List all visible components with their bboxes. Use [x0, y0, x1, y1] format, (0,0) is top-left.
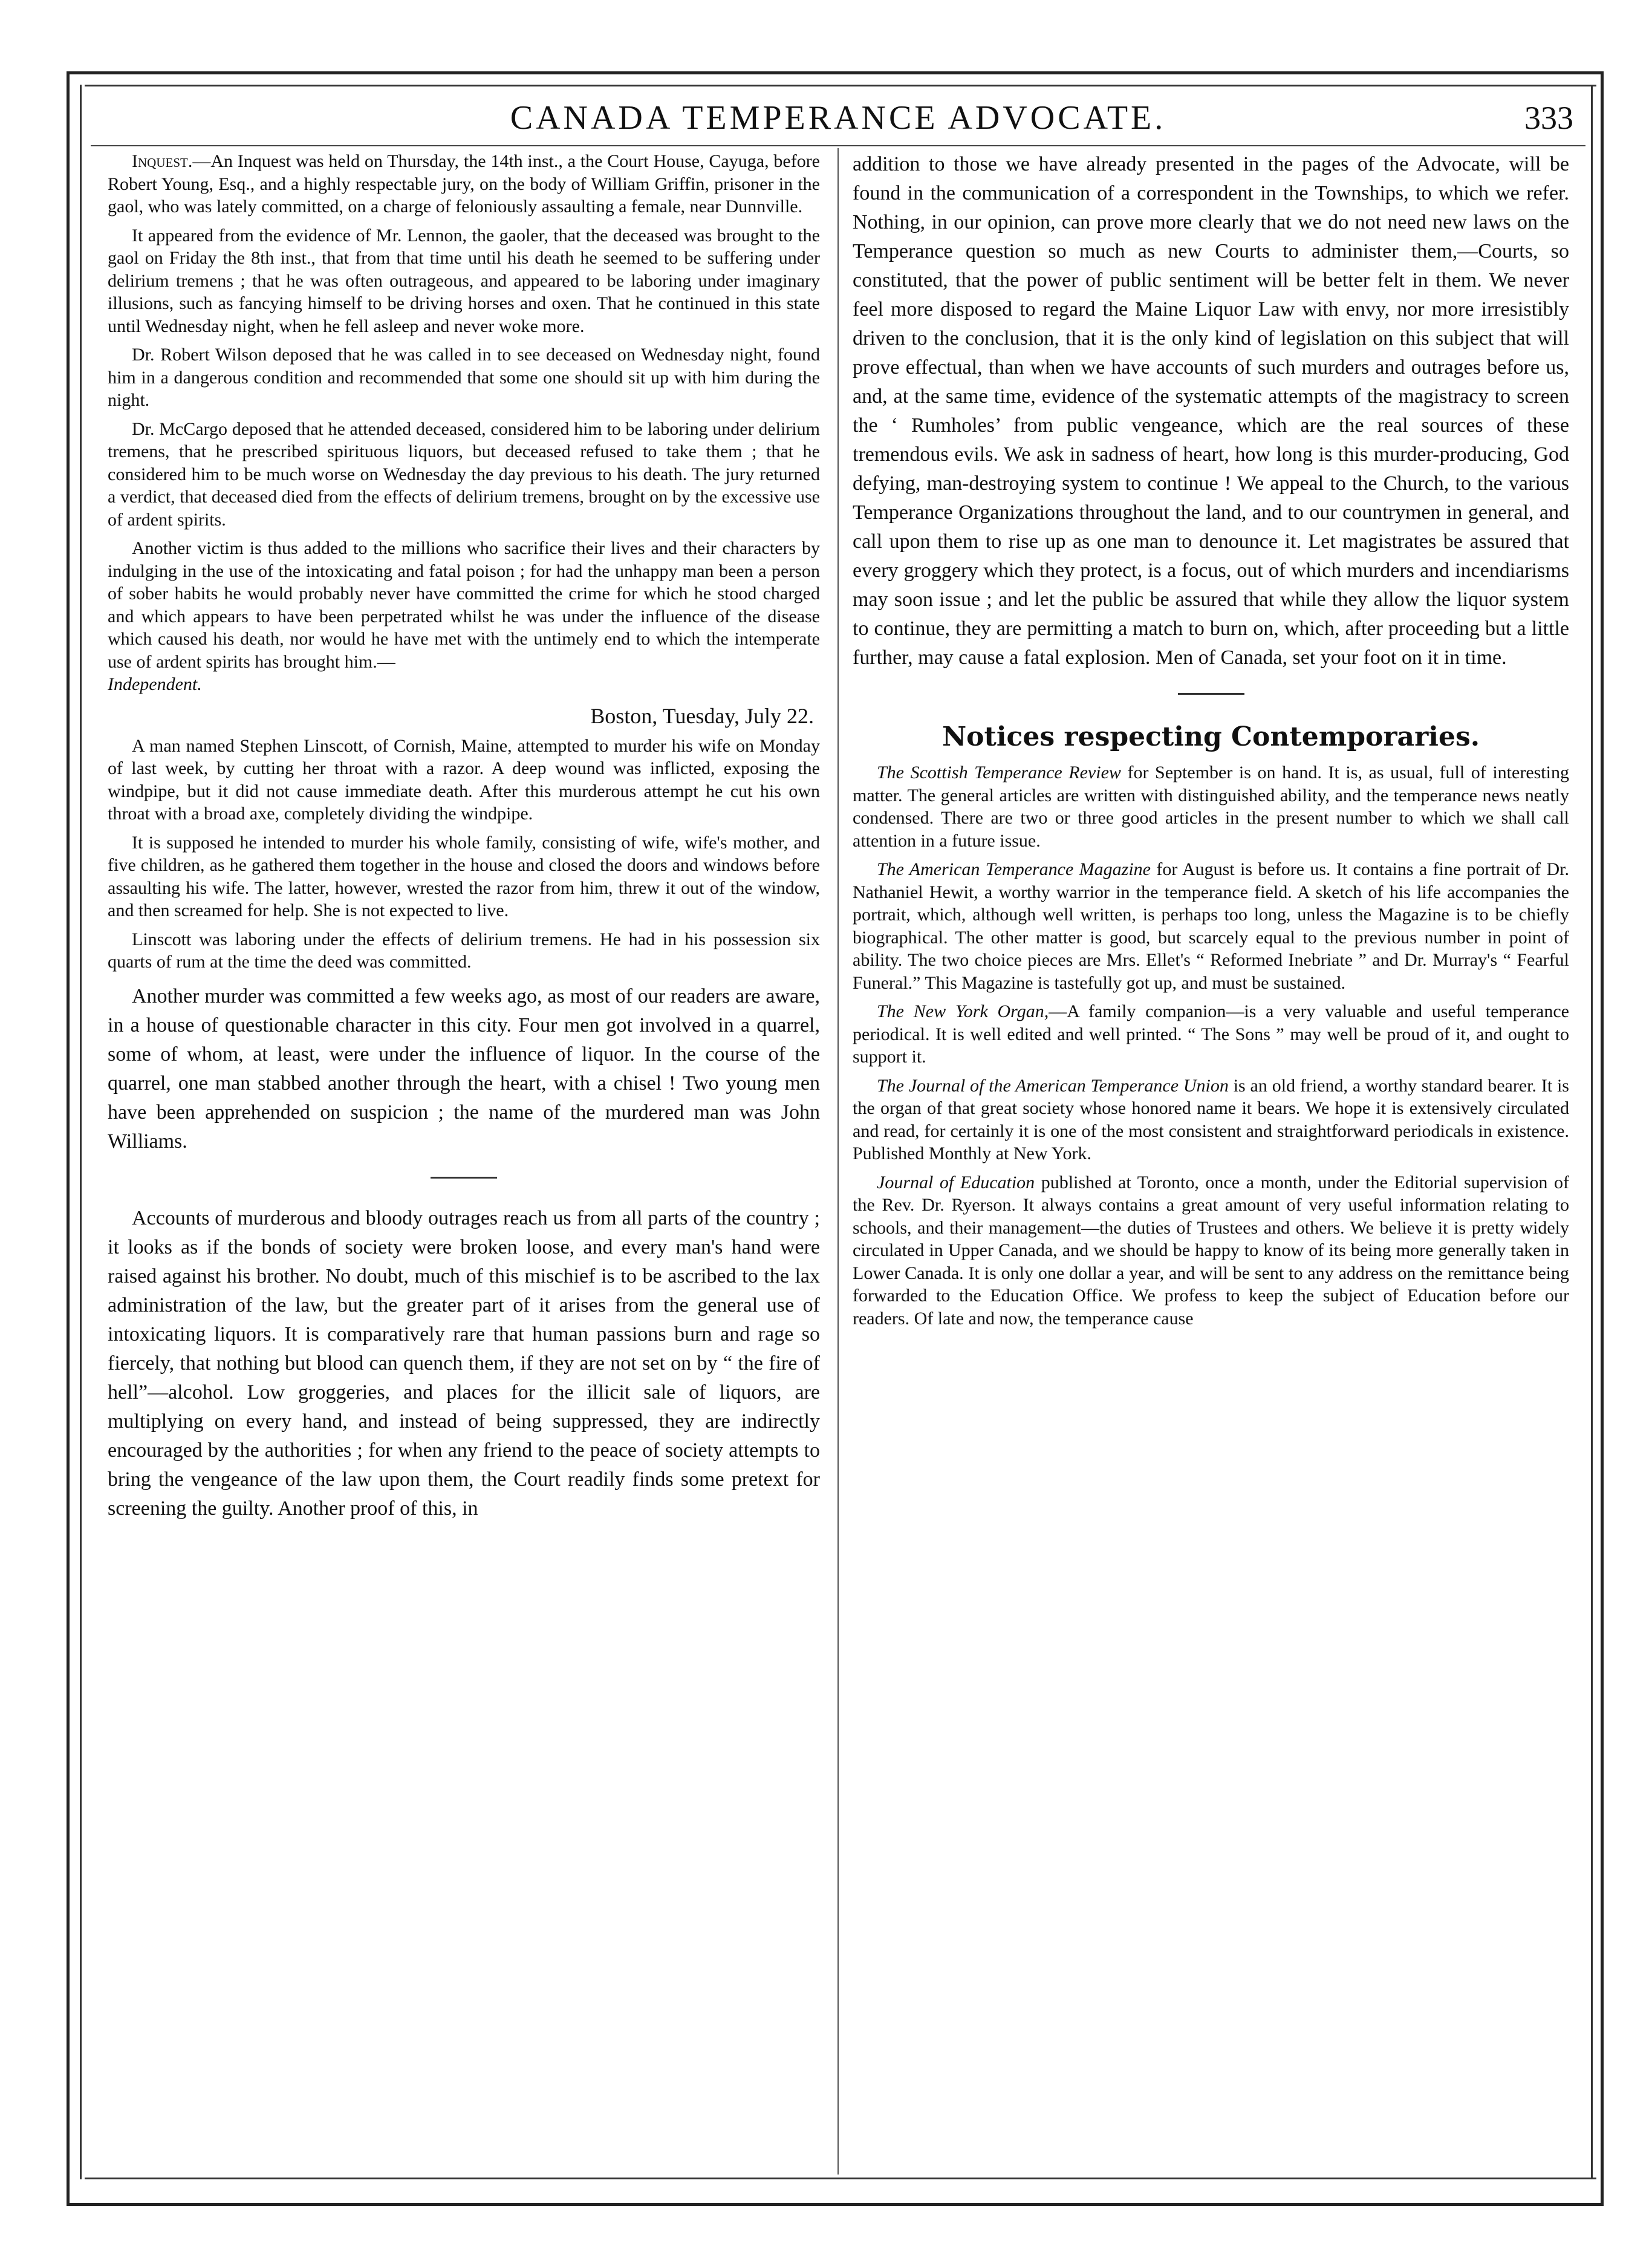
article-paragraph: Linscott was laboring under the effects of delirium tremens. He had in his possession six quarts of rum at the time the deed was committed. — [108, 929, 820, 972]
header-rule — [91, 145, 1585, 146]
article-paragraph: Dr. Robert Wilson deposed that he was called in to see deceased on Wednesday night, found him in a dangerous condition and recommended that some one should sit up with him during the night. — [108, 345, 820, 410]
article-paragraph: It appeared from the evidence of Mr. Lennon, the gaoler, that the deceased was brought to the gaol on Friday the 8th inst., that from that time until his death he seemed to be suffering under delirium tremens ; that he was often outrageous, and appeared to be laboring under imaginary illusions, such as fancying himself to be driving horses and oxen. That he continued in this state until Wednesday night, when he fell asleep and never woke more. — [108, 225, 820, 336]
boston-article — [108, 702, 820, 974]
masthead-title: CANADA TEMPERANCE ADVOCATE. — [510, 99, 1166, 137]
notice-item: Journal of Education published at Toronto, once a month, under the Editorial supervision of the Rev. Dr. Ryerson. It always contains a great amount of very useful information relating to schools, and their management—the duties of Trustees and others. We believe it is pretty widely circulated in Upper Canada, and we should be happy to know of its being more generally taken in Lower Canada. It is only one dollar a year, and will be sent to any address on the remittance being forwarded to the Education Office. We profess to keep the subject of Education before our readers. Of late and now, the temperance cause — [853, 1172, 1569, 1329]
article-paragraph: It is supposed he intended to murder his whole family, consisting of wife, wife's mother, and five children, as he gathered them together in the house and closed the doors and windows before assaulting his wife. The latter, however, wrested the razor from him, threw it out of the window, and then screamed for help. She is not expected to live. — [108, 832, 820, 920]
page-border-right-inner — [1591, 85, 1593, 2179]
periodical-title: The New York Organ, — [877, 1001, 1049, 1021]
periodical-title: The Scottish Temperance Review — [877, 763, 1121, 782]
page-border-top — [70, 71, 1602, 74]
page-number: 333 — [1524, 100, 1573, 136]
notice-item: The American Temperance Magazine for August is before us. It contains a fine portrait of Dr. Nathaniel Hewit, a worthy warrior in the temperance field. A sketch of his life accompanies the portrait, which, although well written, is perhaps too long, unless the Magazine is to be chiefly biographical. The other matter is good, but scarcely equal to the previous number in point of ability. The two choice pieces are Mrs. Ellet's “ Reformed Inebriate ” and Dr. Murray's “ Fearful Funeral.” This Magazine is tastefully got up, and must be sustained. — [853, 859, 1569, 993]
notice-item: The New York Organ,—A family companion—is a very valuable and useful temperance periodical. It is well edited and well printed. “ The Sons ” may well be proud of it, and ought to support it. — [853, 1001, 1569, 1067]
page-border-bottom-inner — [85, 2178, 1596, 2179]
article-lead: Inquest. — [132, 151, 193, 171]
notice-item: The Journal of the American Temperance Union is an old friend, a worthy standard bearer. It is the organ of that great society whose honored name it bears. We hope it is extensively circulated and read, for certainly it is one of the most consistent and straightforward periodicals in existence. Published Monthly at New York. — [853, 1075, 1569, 1163]
murder-article — [108, 982, 820, 1156]
section-separator — [1178, 693, 1244, 695]
article-paragraph: A man named Stephen Linscott, of Cornish, Maine, attempted to murder his wife on Monday of last week, by cutting her throat with a razor. A deep wound was inflicted, exposing the windpipe, but it did not cause immediate death. After this murderous attempt he cut his own throat with a broad axe, completely dividing the windpipe. — [108, 735, 820, 824]
article-paragraph: Inquest.—An Inquest was held on Thursday, the 14th inst., a the Court House, Cayuga, before Robert Young, Esq., and a highly respectable jury, on the body of William Griffin, prisoner in the gaol, who was lately committed, on a charge of feloniously assaulting a female, near Dunnville. — [108, 151, 820, 216]
page-border-top-inner — [85, 85, 1596, 86]
periodical-title: Journal of Education — [877, 1172, 1035, 1192]
notices-list — [853, 761, 1569, 1330]
article-source: Independent. — [108, 674, 202, 694]
right-column — [853, 150, 1569, 2173]
editorial-continuation: addition to those we have already presented in the pages of the Advocate, will be found in the communication of a correspondent in the Townships, to which we refer. Nothing, in our opinion, can prove more clearly that we do not need new laws on the Temperance question so much as new Courts to administer them,—Courts, so constituted, that the power of public sentiment will be better felt in them. We never feel more disposed to regard the Maine Liquor Law with envy, nor more irresistibly driven to the conclusion, that it is the only kind of legislation on this subject that will prove effectual, than when we have accounts of such murders and outrages before us, and, at the same time, evidence of the systematic attempts of the magistracy to screen the ‘ Rumholes’ from public vengeance, which are the real sources of these tremendous evils. We ask in sadness of heart, how long is this murder-producing, God defying, man-destroying system to continue ! We appeal to the Church, to the various Temperance Organizations throughout the land, and to our countrymen in general, and call upon them to rise up as one man to denounce it. Let magistrates be assured that every groggery which they protect, is a focus, out of which murders and incendiarisms may soon issue ; and let the public be assured that while they allow the liquor system to continue, they are permitting a match to burn on, which, after proceeding but a little further, may cause a fatal explosion. Men of Canada, set your foot on it in time. — [853, 153, 1569, 669]
page-border-bottom — [70, 2203, 1602, 2206]
article-paragraph: Another victim is thus added to the millions who sacrifice their lives and their characters by indulging in the use of the intoxicating and fatal poison ; for had the unhappy man been a person of sober habits he would probably never have committed the crime for which he stood charged and which appears to have been perpetrated whilst he was under the influence of the disease which caused his death, nor would he have met with the untimely end to which the intemperate use of ardent spirits has brought him.— Independent. — [108, 538, 820, 694]
page-border-right — [1601, 71, 1604, 2206]
inquest-article — [108, 150, 820, 696]
column-divider — [837, 148, 839, 2175]
page-border-left-inner — [80, 85, 82, 2179]
periodical-title: The American Temperance Magazine — [877, 859, 1151, 879]
left-column — [108, 150, 820, 2173]
article-paragraph: Another murder was committed a few weeks ago, as most of our readers are aware, in a house of questionable character in this city. Four men got involved in a quarrel, some of whom, at least, were under the influence of liquor. In the course of the quarrel, one man stabbed another through the heart, with a chisel ! Two young men have been apprehended on suspicion ; the name of the murdered man was John Williams. — [108, 984, 820, 1153]
article-paragraph: Accounts of murderous and bloody outrages reach us from all parts of the country ; it looks as if the bonds of society were broken loose, and every man's hand were raised against his brother. No doubt, much of this mischief is to be ascribed to the lax administration of the law, but the greater part of it arises from the general use of intoxicating liquors. It is comparatively rare that human passions burn and rage so fiercely, that nothing but blood can quench them, if they are not set on by “ the fire of hell”—alcohol. Low groggeries, and places for the illicit sale of liquors, are multiplying on every hand, and instead of being suppressed, they are indirectly encouraged by the authorities ; for when any friend to the peace of society attempts to bring the vengeance of the law upon them, the Court readily finds some pretext for screening the guilty. Another proof of this, in — [108, 1206, 820, 1520]
article-paragraph: Dr. McCargo deposed that he attended deceased, considered him to be laboring under delirium tremens, that he prescribed spirituous liquors, but deceased refused to take them ; that he considered him to be much worse on Wednesday the day previous to his death. The jury returned a verdict, that deceased died from the effects of delirium tremens, brought on by the excessive use of ardent spirits. — [108, 418, 820, 530]
page-header — [91, 94, 1585, 148]
section-separator — [431, 1177, 497, 1179]
editorial-article — [108, 1204, 820, 1523]
notice-item: The Scottish Temperance Review for September is on hand. It is, as usual, full of interesting matter. The general articles are written with distinguished ability, and the temperance news neatly condensed. There are two or three good articles in the present number to which we shall call attention in a future issue. — [853, 763, 1569, 851]
notices-heading: Notices respecting Contemporaries. — [941, 721, 1480, 752]
periodical-title: The Journal of the American Temperance Union — [877, 1075, 1229, 1096]
dateline: Boston, Tuesday, July 22. — [590, 703, 814, 728]
page-border-left — [67, 71, 70, 2206]
